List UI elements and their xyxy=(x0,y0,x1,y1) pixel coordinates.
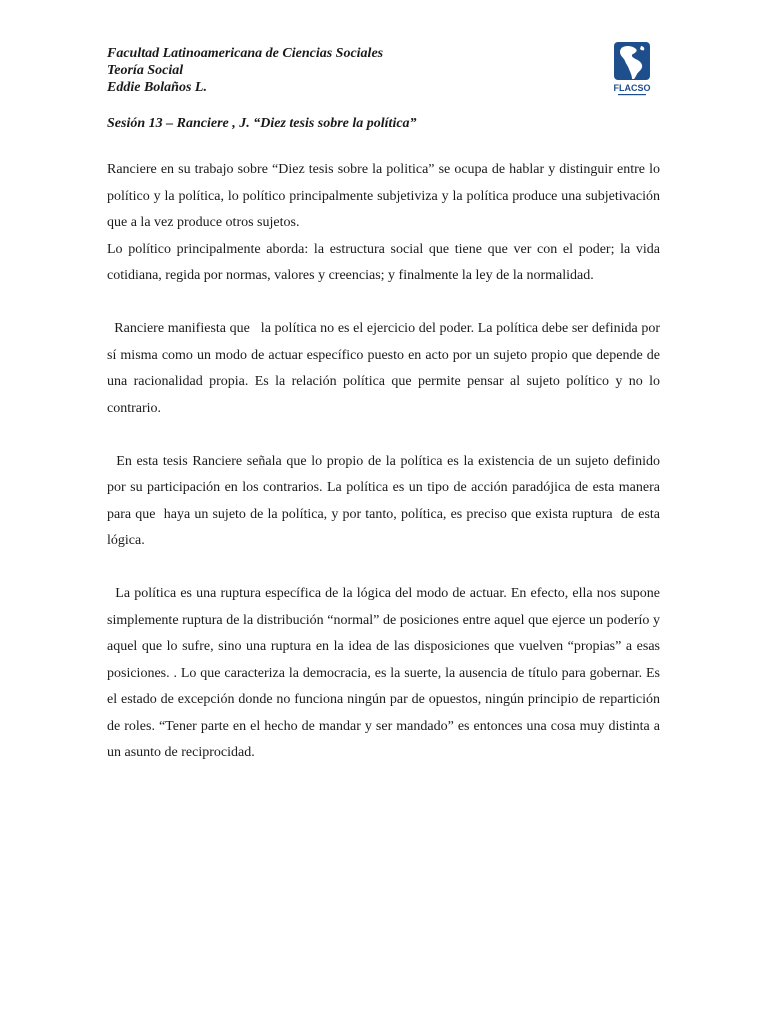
logo-label: FLACSO xyxy=(613,83,651,93)
paragraph: Ranciere en su trabajo sobre “Diez tesis sobre la politica” se ocupa de hablar y distinguir entre lo político y la política, lo político principalmente subjetiviza y la política produce una subjetivación que a la vez produce otros sujetos. xyxy=(107,162,660,230)
paragraph: Lo político principalmente aborda: la estructura social que tiene que ver con el poder; la vida cotidiana, regida por normas, valores y creencias; y finalmente la ley de la normalidad. xyxy=(107,241,660,283)
session-title: Sesión 13 – Ranciere , J. “Diez tesis sobre la política” xyxy=(107,116,417,131)
paragraph: Ranciere manifiesta que la política no es el ejercicio del poder. La política debe ser definida por sí misma como un modo de actuar específico puesto en acto por un sujeto propio que depende de una racionalidad propia. Es la relación política que permite pensar al sujeto político y no lo contrario. xyxy=(107,321,664,416)
paragraph: En esta tesis Ranciere señala que lo propio de la política es la existencia de un sujeto definido por su participación en los contrarios. La política es un tipo de acción paradójica de esta manera para que haya un sujeto de la política, y por tanto, política, es preciso que exista ruptura de esta lógica. xyxy=(107,453,664,548)
flacso-logo-icon xyxy=(611,40,653,102)
document-header xyxy=(107,45,383,96)
course-name: Teoría Social xyxy=(107,63,184,78)
document-body xyxy=(107,157,664,767)
institution-name: Facultad Latinoamericana de Ciencias Sociales xyxy=(107,46,384,61)
paragraph: La política es una ruptura específica de la lógica del modo de actuar. En efecto, ella nos supone simplemente ruptura de la distribución “normal” de posiciones entre aquel que ejerce un poderío y aquel que lo sufre, sino una ruptura en la idea de las disposiciones que vuelven “propias” a esas posiciones. . Lo que caracteriza la democracia, es la suerte, la ausencia de título para gobernar. Es el estado de excepción donde no funciona ningún par de opuestos, ningún principio de repartición de roles. “Tener parte en el hecho de mandar y ser mandado” es entonces una cosa muy distinta a un asunto de reciprocidad. xyxy=(107,586,664,760)
author-name: Eddie Bolaños L. xyxy=(107,80,207,95)
